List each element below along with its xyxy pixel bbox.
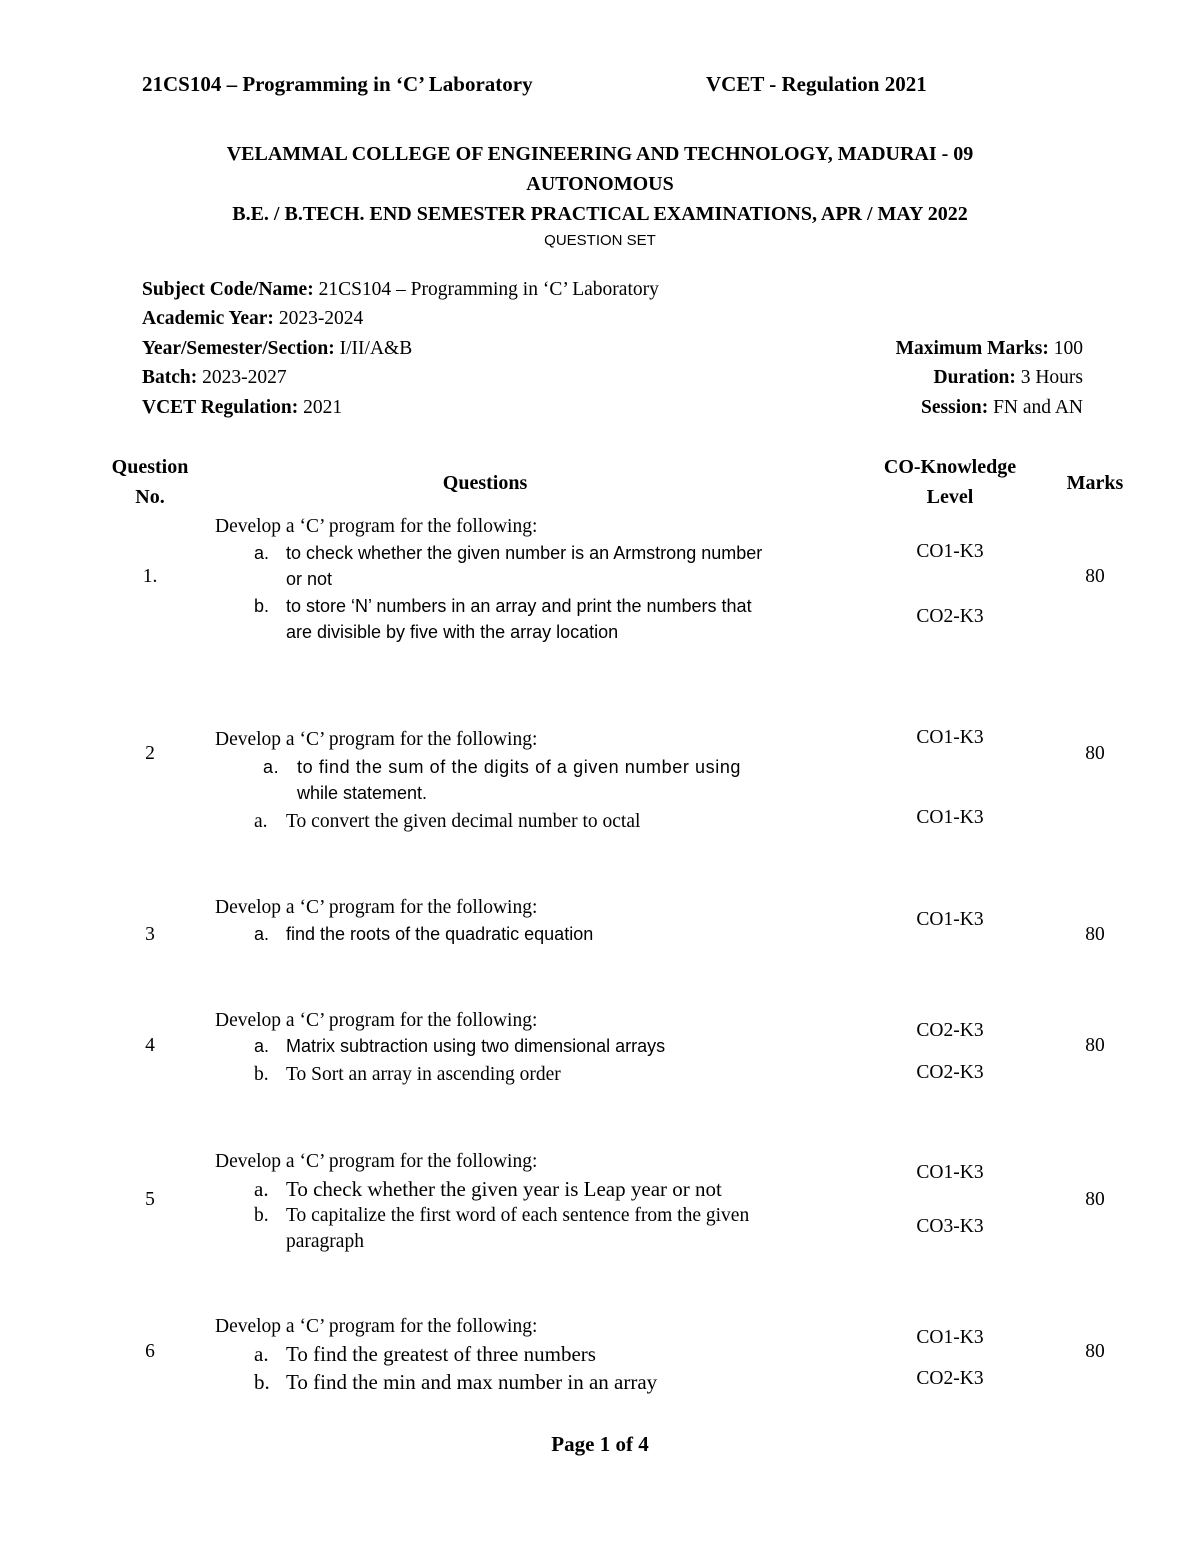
sub-question-label: b. bbox=[254, 1370, 270, 1394]
col-header-question-no-2: No. bbox=[135, 486, 165, 508]
max-marks-label: Maximum Marks: bbox=[895, 338, 1049, 359]
session-label: Session: bbox=[921, 397, 989, 418]
meta-section bbox=[142, 338, 412, 360]
sub-question bbox=[254, 1370, 657, 1395]
meta-duration bbox=[780, 367, 1083, 389]
question-set-title: QUESTION SET bbox=[544, 232, 656, 249]
section-label: Year/Semester/Section: bbox=[142, 338, 335, 359]
question-number: 6 bbox=[145, 1341, 155, 1362]
meta-academic-year bbox=[142, 308, 363, 330]
marks: 80 bbox=[1085, 1189, 1105, 1210]
sub-question bbox=[254, 1036, 665, 1057]
sub-question-label: b. bbox=[254, 1205, 269, 1226]
sub-question-continued: are divisible by five with the array location bbox=[286, 622, 619, 642]
sub-question-continued: while statement. bbox=[297, 783, 428, 803]
co-level: CO1-K3 bbox=[916, 1162, 984, 1183]
regulation-value: 2021 bbox=[303, 397, 343, 418]
sub-question-text: to check whether the given number is an Armstrong number bbox=[286, 543, 763, 563]
duration-value: 3 Hours bbox=[1020, 367, 1083, 388]
sub-question bbox=[254, 1064, 561, 1086]
meta-regulation bbox=[142, 397, 342, 419]
sub-question bbox=[254, 1342, 596, 1367]
sub-question bbox=[263, 757, 741, 778]
sub-question-label: b. bbox=[254, 596, 270, 616]
regulation-label: VCET Regulation: bbox=[142, 397, 299, 418]
sub-question-text: To convert the given decimal number to octal bbox=[286, 811, 641, 832]
co-level: CO1-K3 bbox=[916, 807, 984, 828]
col-header-marks: Marks bbox=[1066, 472, 1124, 494]
co-level: CO1-K3 bbox=[916, 909, 984, 930]
subject-value: 21CS104 – Programming in ‘C’ Laboratory bbox=[318, 279, 659, 300]
academic-year-value: 2023-2024 bbox=[278, 308, 364, 329]
sub-question-label: a. bbox=[254, 811, 268, 832]
sub-question-label: a. bbox=[263, 757, 280, 777]
page-number: Page 1 of 4 bbox=[551, 1432, 649, 1456]
marks: 80 bbox=[1085, 566, 1105, 587]
col-header-question-no-1: Question bbox=[111, 456, 189, 478]
duration-label: Duration: bbox=[933, 367, 1016, 388]
sub-question bbox=[254, 1177, 722, 1202]
sub-question-label: a. bbox=[254, 1036, 270, 1056]
meta-session bbox=[780, 397, 1083, 419]
sub-question-text: To Sort an array in ascending order bbox=[286, 1064, 561, 1085]
marks: 80 bbox=[1085, 1035, 1105, 1056]
co-level: CO1-K3 bbox=[916, 727, 984, 748]
sub-question bbox=[254, 924, 593, 945]
co-level: CO1-K3 bbox=[916, 1327, 984, 1348]
question-intro: Develop a ‘C’ program for the following: bbox=[215, 1316, 538, 1337]
academic-year-label: Academic Year: bbox=[142, 308, 274, 329]
batch-value: 2023-2027 bbox=[202, 367, 287, 388]
sub-question bbox=[254, 596, 752, 617]
marks: 80 bbox=[1085, 743, 1105, 764]
sub-question-text: to find the sum of the digits of a given number using bbox=[297, 757, 742, 777]
col-header-co-2: Level bbox=[926, 486, 974, 508]
sub-question-text: find the roots of the quadratic equation bbox=[286, 924, 594, 944]
question-intro: Develop a ‘C’ program for the following: bbox=[215, 897, 538, 918]
co-level: CO1-K3 bbox=[916, 541, 984, 562]
col-header-co-1: CO-Knowledge bbox=[883, 456, 1017, 478]
header-course: 21CS104 – Programming in ‘C’ Laboratory bbox=[142, 72, 533, 96]
question-number: 1. bbox=[142, 566, 158, 587]
max-marks-value: 100 bbox=[1053, 338, 1083, 359]
sub-question bbox=[254, 543, 762, 564]
co-level: CO2-K3 bbox=[916, 1368, 984, 1389]
question-intro: Develop a ‘C’ program for the following: bbox=[215, 729, 538, 750]
exam-title: B.E. / B.TECH. END SEMESTER PRACTICAL EXAMINATIONS, APR / MAY 2022 bbox=[232, 203, 968, 225]
question-number: 4 bbox=[145, 1035, 155, 1056]
meta-batch bbox=[142, 367, 287, 389]
co-level: CO2-K3 bbox=[916, 606, 984, 627]
autonomous-title: AUTONOMOUS bbox=[526, 173, 674, 195]
subject-label: Subject Code/Name: bbox=[142, 279, 314, 300]
co-level: CO2-K3 bbox=[916, 1020, 984, 1041]
meta-max-marks bbox=[780, 338, 1083, 360]
sub-question-text: to store ‘N’ numbers in an array and print the numbers that bbox=[286, 596, 752, 616]
marks: 80 bbox=[1085, 924, 1105, 945]
batch-label: Batch: bbox=[142, 367, 198, 388]
sub-question-text: To find the min and max number in an array bbox=[286, 1370, 658, 1394]
sub-question-continued: or not bbox=[286, 569, 333, 589]
meta-subject bbox=[142, 279, 659, 301]
sub-question-continued: paragraph bbox=[286, 1231, 364, 1252]
sub-question bbox=[254, 1205, 749, 1227]
sub-question-label: a. bbox=[254, 924, 270, 944]
question-intro: Develop a ‘C’ program for the following: bbox=[215, 516, 538, 537]
col-header-questions: Questions bbox=[442, 472, 528, 494]
section-value: I/II/A&B bbox=[339, 338, 413, 359]
sub-question-label: a. bbox=[254, 543, 270, 563]
question-intro: Develop a ‘C’ program for the following: bbox=[215, 1151, 538, 1172]
sub-question-label: b. bbox=[254, 1064, 269, 1085]
college-name: VELAMMAL COLLEGE OF ENGINEERING AND TECHNOLOGY, MADURAI - 09 bbox=[226, 143, 974, 165]
sub-question-label: a. bbox=[254, 1342, 269, 1366]
sub-question-text: To capitalize the first word of each sentence from the given bbox=[286, 1205, 750, 1226]
session-value: FN and AN bbox=[993, 397, 1083, 418]
question-number: 3 bbox=[145, 924, 155, 945]
co-level: CO3-K3 bbox=[916, 1216, 984, 1237]
question-intro: Develop a ‘C’ program for the following: bbox=[215, 1010, 538, 1031]
question-number: 2 bbox=[145, 743, 155, 764]
header-regulation: VCET - Regulation 2021 bbox=[706, 72, 927, 96]
sub-question-label: a. bbox=[254, 1177, 269, 1201]
sub-question-text: To find the greatest of three numbers bbox=[286, 1342, 596, 1366]
sub-question-text: To check whether the given year is Leap year or not bbox=[286, 1177, 722, 1201]
sub-question bbox=[254, 811, 640, 833]
question-number: 5 bbox=[145, 1189, 155, 1210]
sub-question-text: Matrix subtraction using two dimensional arrays bbox=[286, 1036, 666, 1056]
co-level: CO2-K3 bbox=[916, 1062, 984, 1083]
marks: 80 bbox=[1085, 1341, 1105, 1362]
